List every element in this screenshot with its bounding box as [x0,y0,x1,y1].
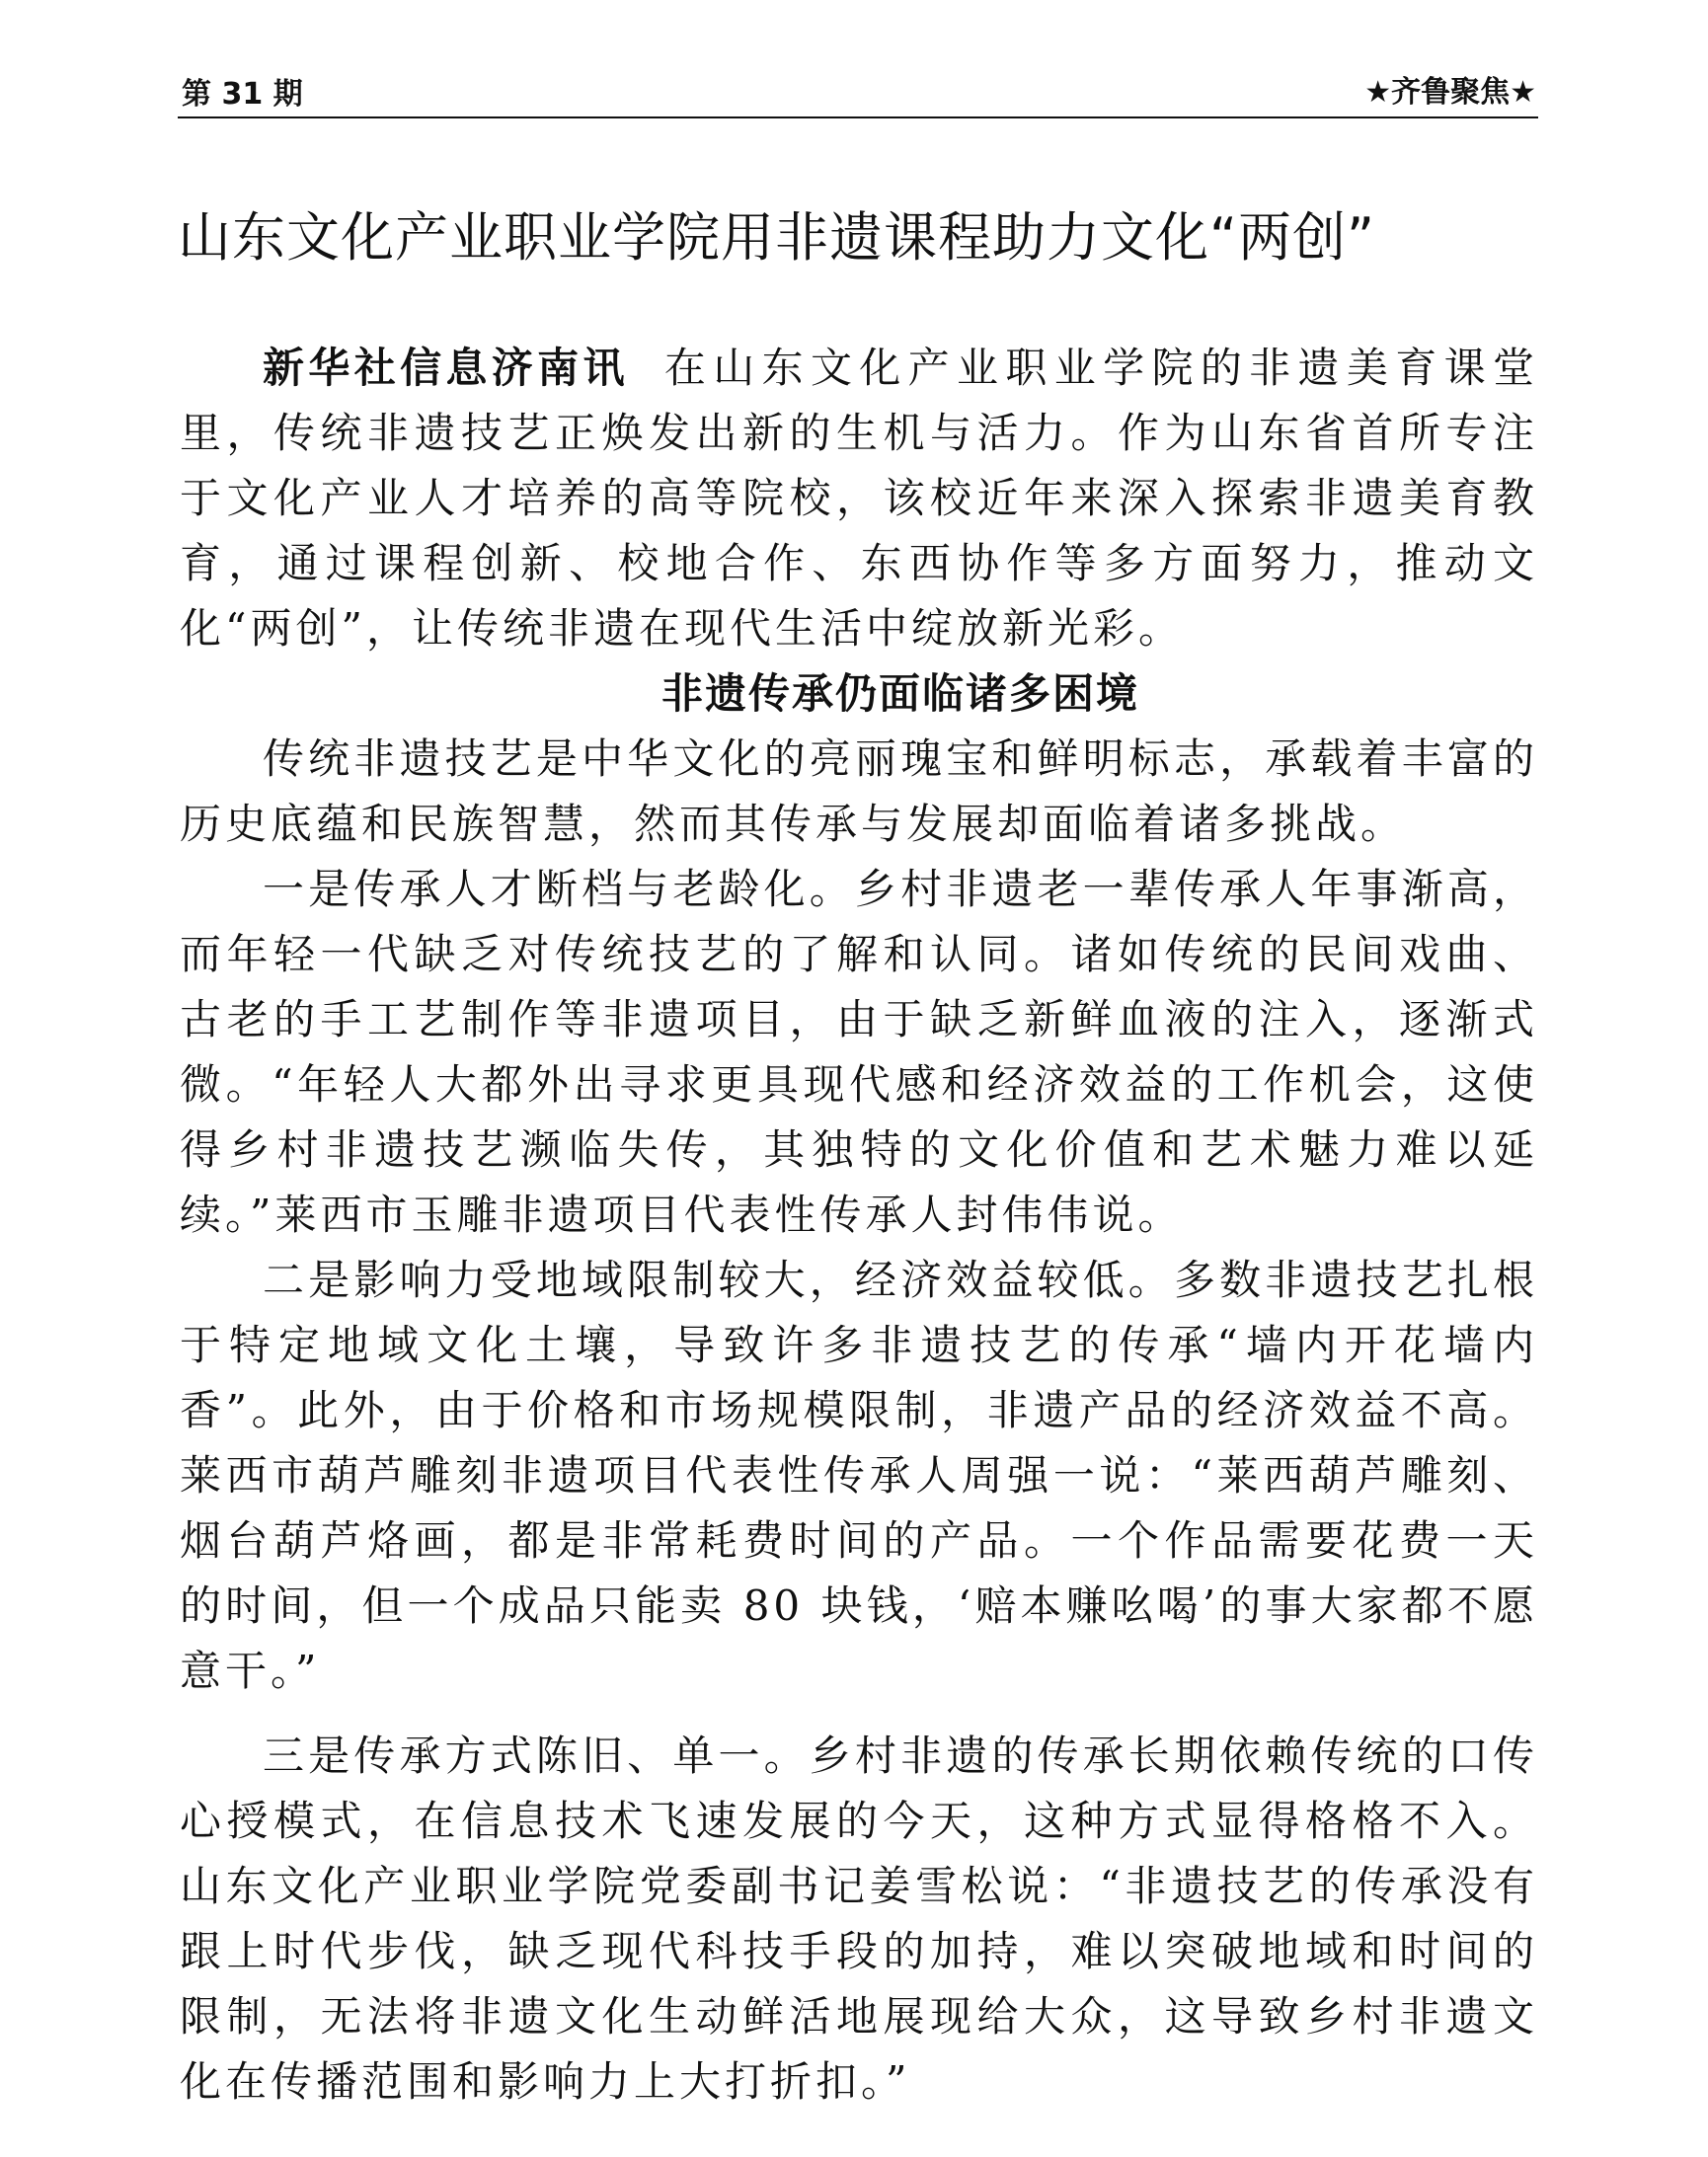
section-heading: 非遗传承仍面临诸多困境 [660,669,1139,718]
column-label: ★齐鲁聚焦★ [1364,75,1536,110]
news-source: 新华社信息济南讯 [263,344,629,392]
article-body [180,336,1538,2115]
lead-text: 在山东文化产业职业学院的非遗美育课堂里，传统非遗技艺正焕发出新的生机与活力。作为山东省首所专注于文化产业人才培养的高等院校，该校近年来深入探索非遗美育教育，通过课程创新、校地合作、东西协作等多方面努力，推动文化“两创”，让传统非遗在现代生活中绽放新光彩。 [180,344,1538,653]
lead-paragraph [180,336,1538,661]
body-paragraph: 传统非遗技艺是中华文化的亮丽瑰宝和鲜明标志，承载着丰富的历史底蕴和民族智慧，然而其传承与发展却面临着诸多挑战。 [180,734,1538,848]
body-paragraph: 一是传承人才断档与老龄化。乡村非遗老一辈传承人年事渐高，而年轻一代缺乏对传统技艺的了解和认同。诸如传统的民间戏曲、古老的手工艺制作等非遗项目，由于缺乏新鲜血液的注入，逐渐式微。“年轻人大都外出寻求更具现代感和经济效益的工作机会，这使得乡村非遗技艺濒临失传，其独特的文化价值和艺术魅力难以延续。”莱西市玉雕非遗项目代表性传承人封伟伟说。 [180,865,1538,1239]
body-paragraph: 二是影响力受地域限制较大，经济效益较低。多数非遗技艺扎根于特定地域文化土壤，导致许多非遗技艺的传承“墙内开花墙内香”。此外，由于价格和市场规模限制，非遗产品的经济效益不高。莱西市葫芦雕刻非遗项目代表性传承人周强一说：“莱西葫芦雕刻、烟台葫芦烙画，都是非常耗费时间的产品。一个作品需要花费一天的时间，但一个成品只能卖 80 块钱，‘赔本赚吆喝’的事大家都不愿意干。” [180,1256,1538,1695]
body-paragraph: 三是传承方式陈旧、单一。乡村非遗的传承长期依赖传统的口传心授模式，在信息技术飞速发展的今天，这种方式显得格格不入。山东文化产业职业学院党委副书记姜雪松说：“非遗技艺的传承没有跟上时代步伐，缺乏现代科技手段的加持，难以突破地域和时间的限制，无法将非遗文化生动鲜活地展现给大众，这导致乡村非遗文化在传播范围和影响力上大打折扣。” [180,1732,1538,2106]
article-title: 山东文化产业职业学院用非遗课程助力文化“两创” [178,206,1375,269]
page-header [178,61,1538,118]
issue-number: 第 31 期 [182,77,303,112]
